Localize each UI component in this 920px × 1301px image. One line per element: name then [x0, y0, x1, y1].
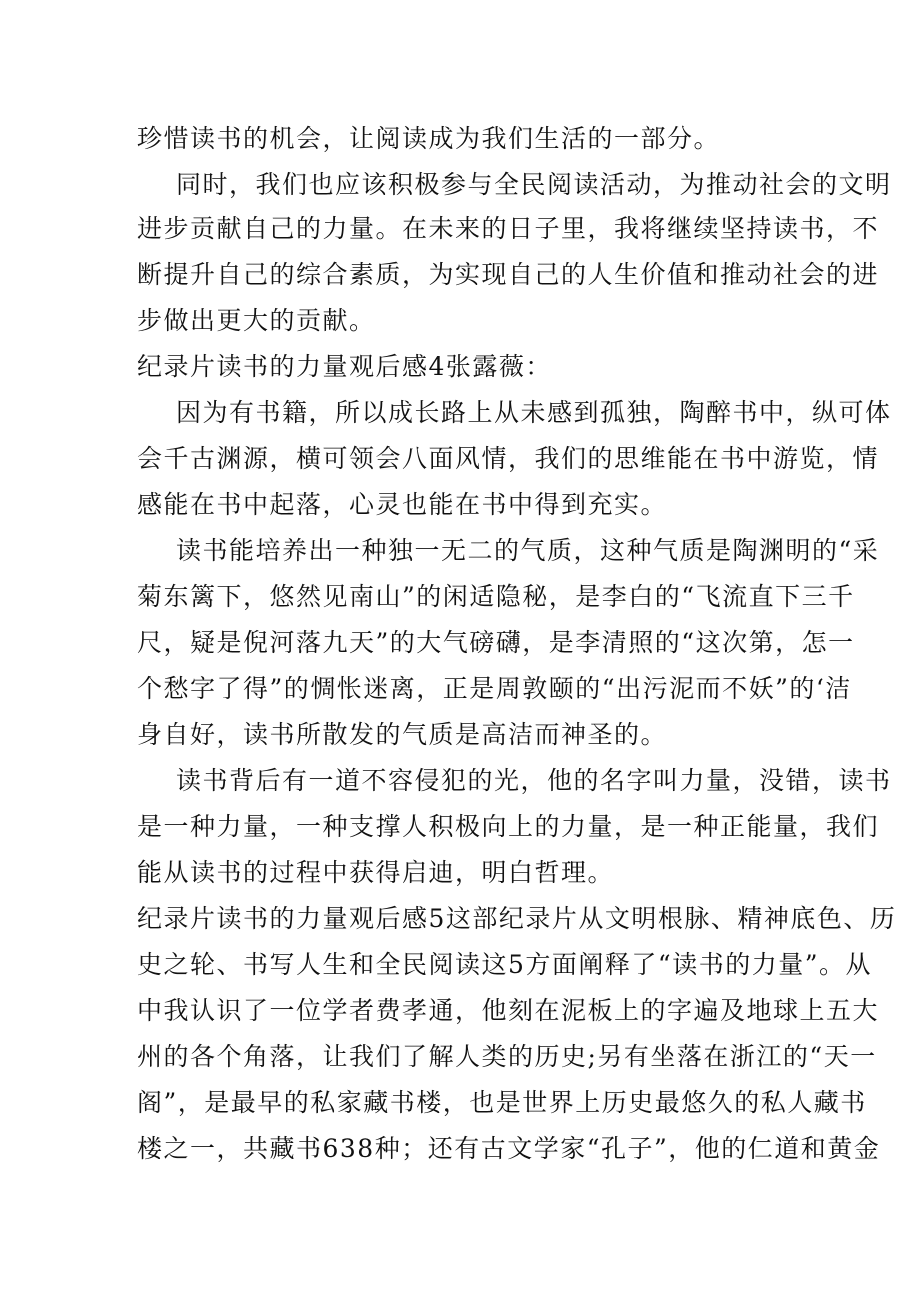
text-line: 进步贡献自己的力量。在未来的日子里，我将继续坚持读书，不	[137, 214, 880, 243]
text-line: 个愁字了得”的惆怅迷离，正是周敦颐的“出污泥而不妖”的‘洁	[137, 674, 852, 703]
text-line: 断提升自己的综合素质，为实现自己的人生价值和推动社会的进	[137, 260, 880, 289]
text-line: 阁”，是最早的私家藏书楼，也是世界上历史最悠久的私人藏书	[137, 1088, 867, 1117]
text-line: 是一种力量，一种支撑人积极向上的力量，是一种正能量，我们	[137, 812, 880, 841]
text-line: 会千古渊源，横可领会八面风情，我们的思维能在书中游览，情	[137, 444, 880, 473]
text-line: 菊东篱下，悠然见南山”的闲适隐秘，是李白的“飞流直下三千	[137, 582, 855, 611]
text-line: 纪录片读书的力量观后感5这部纪录片从文明根脉、精神底色、历	[137, 904, 897, 933]
text-line: 读书能培养出一种独一无二的气质，这种气质是陶渊明的“采	[176, 536, 880, 565]
text-line: 州的各个角落，让我们了解人类的历史;另有坐落在浙江的“天一	[137, 1042, 877, 1071]
text-line: 楼之一，共藏书638种；还有古文学家“孔子”，他的仁道和黄金	[137, 1134, 881, 1163]
text-line: 身自好，读书所散发的气质是高洁而神圣的。	[137, 720, 668, 749]
text-line: 纪录片读书的力量观后感4张露薇：	[137, 352, 552, 381]
text-line: 因为有书籍，所以成长路上从未感到孤独，陶醉书中，纵可体	[176, 398, 892, 427]
text-line: 感能在书中起落，心灵也能在书中得到充实。	[137, 490, 668, 519]
text-line: 能从读书的过程中获得启迪，明白哲理。	[137, 858, 615, 887]
text-line: 史之轮、书写人生和全民阅读这5方面阐释了“读书的力量”。从	[137, 950, 872, 979]
text-line: 步做出更大的贡献。	[137, 306, 376, 335]
text-line: 中我认识了一位学者费孝通，他刻在泥板上的字遍及地球上五大	[137, 996, 880, 1025]
text-line: 同时，我们也应该积极参与全民阅读活动，为推动社会的文明	[176, 170, 892, 199]
text-line: 珍惜读书的机会，让阅读成为我们生活的一部分。	[137, 124, 721, 153]
text-line: 尺，疑是倪河落九天”的大气磅礴，是李清照的“这次第，怎一	[137, 628, 855, 657]
text-line: 读书背后有一道不容侵犯的光，他的名字叫力量，没错，读书	[176, 766, 892, 795]
